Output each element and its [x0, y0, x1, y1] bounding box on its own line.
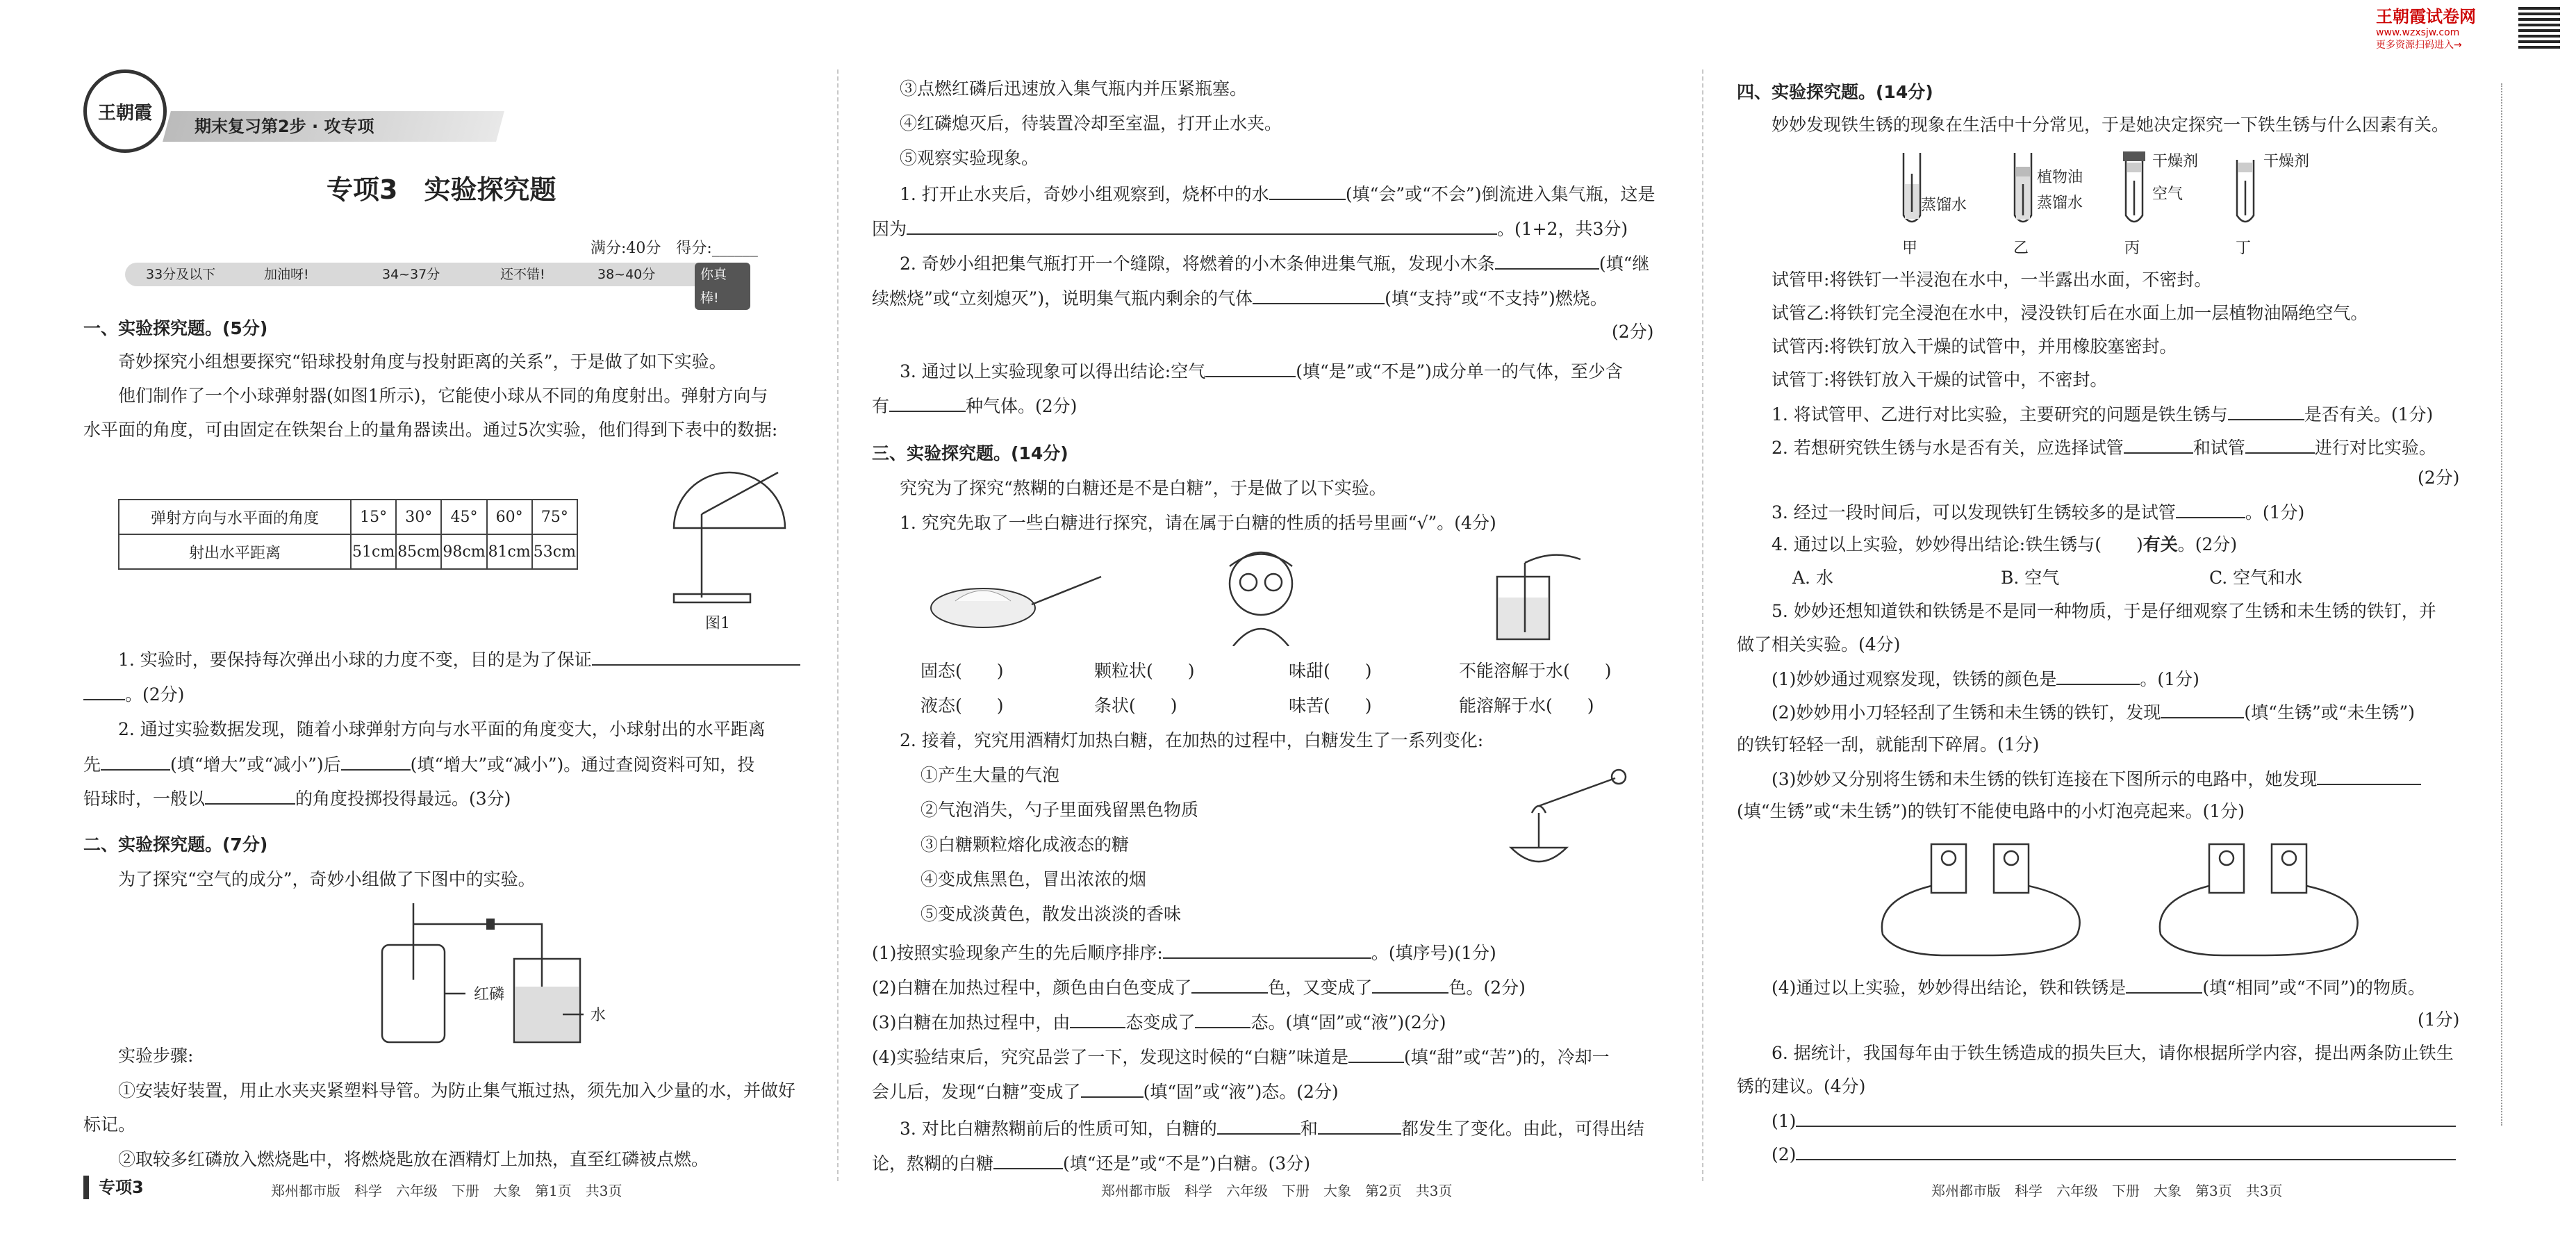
grade-2-comment: 还不错!: [500, 267, 545, 282]
steps-title: 实验步骤:: [118, 1046, 194, 1066]
answer-blank[interactable]: [1796, 1108, 2456, 1127]
answer-blank[interactable]: [1070, 1009, 1125, 1028]
c2-q1-b: [872, 215, 1628, 242]
q-text: (3)妙妙又分别将生锈和未生锈的铁钉连接在下图所示的电路中，她发现: [1772, 769, 2318, 789]
q-text: (填“相同”或“不同”)的物质。: [2202, 978, 2426, 998]
sub-3: [872, 1009, 1446, 1035]
q-text: 和: [1300, 1119, 1318, 1139]
grade-3: 38~40分: [597, 267, 656, 282]
q-text: 2. 若想研究铁生锈与水是否有关，应选择试管: [1772, 438, 2124, 458]
q1-text: 1. 实验时，要保持每次弹出小球的力度不变，目的是为了保证: [118, 650, 592, 670]
qr-code-icon: [2518, 7, 2560, 49]
q-text: (4)通过以上实验，妙妙得出结论，铁和铁锈是: [1772, 978, 2127, 998]
answer-blank[interactable]: [2228, 401, 2304, 420]
binding-line: [2501, 83, 2502, 1126]
c2-q2-a: [900, 250, 1649, 277]
q-text: 有: [872, 396, 890, 416]
label-distilled-water-2: 蒸馏水: [2037, 195, 2083, 212]
table-cell: 60°: [487, 500, 532, 534]
logo-text: 王朝霞: [97, 102, 152, 124]
q-text: (填“支持”或“不支持”)燃烧。: [1385, 288, 1608, 308]
sub-2: [872, 974, 1526, 1001]
q-text: 。(1分): [2245, 502, 2305, 522]
answer-blank[interactable]: [1163, 939, 1371, 959]
prop-sweet[interactable]: 味甜( ): [1289, 661, 1372, 681]
section-4-title: 四、实验探究题。(14分): [1737, 82, 1933, 102]
c3-q4: [1772, 532, 2237, 557]
q1-line-b[interactable]: [83, 681, 184, 707]
answer-blank[interactable]: [1348, 1044, 1404, 1063]
q-text: (填“继: [1599, 254, 1650, 274]
prop-soluble[interactable]: 能溶解于水( ): [1459, 695, 1594, 716]
label-plant-oil: 植物油: [2037, 169, 2083, 186]
change-1: ①产生大量的气泡: [920, 765, 1060, 785]
q-text: 是否有关。(1分): [2304, 404, 2434, 425]
q2-text: 先: [83, 755, 101, 775]
q2-text: 的角度投掷投得最远。(3分): [295, 789, 511, 809]
tube-desc-1: 试管甲:将铁钉一半浸泡在水中，一半露出水面，不密封。: [1772, 270, 2212, 290]
q-text: 4. 通过以上实验，妙妙得出结论:铁生锈与( ): [1772, 534, 2143, 554]
answer-blank[interactable]: [1269, 181, 1346, 200]
q2-line-c: [83, 785, 511, 812]
label-water: 水: [591, 1007, 606, 1024]
label-desiccant-1: 干燥剂: [2152, 153, 2199, 170]
c3-q5-3b: (填“生锈”或“未生锈”)的铁钉不能使电路中的小灯泡亮起来。(1分): [1737, 801, 2245, 821]
c2-q3-a: [900, 358, 1623, 384]
step-4: ④红磷熄灭后，待装置冷却至室温，打开止水夹。: [900, 113, 1282, 133]
page-divider: [837, 69, 839, 1181]
c3-q5-2b: 的铁钉轻轻一刮，就能刮下碎屑。(1分): [1737, 734, 2040, 755]
answer-blank[interactable]: [1495, 250, 1599, 270]
step-3: ③点燃红磷后迅速放入集气瓶内并压紧瓶塞。: [900, 79, 1248, 99]
grade-2: 34~37分: [382, 267, 440, 282]
grade-bar: [125, 263, 750, 306]
answer-blank[interactable]: [1318, 1115, 1401, 1135]
score-line: 满分:40分 得分:______: [591, 240, 758, 257]
c2-q2-score: (2分): [1612, 322, 1654, 342]
table-cell: 98cm: [441, 534, 486, 569]
tube-label-jia: 甲: [1902, 240, 1918, 257]
circuit-figure-2: [2147, 830, 2376, 969]
tube-label-bing: 丙: [2124, 240, 2140, 257]
label-distilled-water: 蒸馏水: [1921, 197, 1967, 214]
answer-blank[interactable]: [2126, 974, 2202, 994]
answer-blank[interactable]: [1205, 358, 1296, 377]
brand-name: 王朝霞试卷网: [2376, 7, 2476, 26]
q2-line-b: [83, 751, 754, 777]
answer-blank[interactable]: [2056, 666, 2140, 685]
c3-q5-b: 做了相关实验。(4分): [1737, 634, 1901, 655]
burner-spoon-figure: [1497, 764, 1636, 875]
q-text: 会儿后，发现“白糖”变成了: [872, 1082, 1081, 1102]
c3-q2: [1772, 434, 2436, 461]
q-text: (2)妙妙用小刀轻轻刮了生锈和未生锈的铁钉，发现: [1772, 702, 2161, 723]
answer-blank[interactable]: [2161, 699, 2244, 718]
label-desiccant-2: 干燥剂: [2263, 153, 2310, 170]
q-text: 色，又变成了: [1268, 978, 1373, 998]
launcher-figure: [660, 459, 799, 611]
banner-text: 期末复习第2步 · 攻专项: [195, 117, 374, 136]
section-3-title: 三、实验探究题。(14分): [872, 443, 1068, 463]
sugar-spoon-figure: [927, 563, 1108, 639]
footer-page-2: 郑州都市版 科学 六年级 下册 大象 第2页 共3页: [1101, 1183, 1453, 1199]
q-text: 3. 经过一段时间后，可以发现铁钉生锈较多的是试管: [1772, 502, 2176, 522]
brand-url: www.wzxsjw.com: [2376, 27, 2460, 38]
q-text: 2. 奇妙小组把集气瓶打开一个缝隙，将燃着的小木条伸进集气瓶，发现小木条: [900, 254, 1495, 274]
footer-page-1: 郑州都市版 科学 六年级 下册 大象 第1页 共3页: [271, 1183, 622, 1199]
table-row-head: 射出水平距离: [119, 534, 351, 569]
prop-granular[interactable]: 颗粒状( ): [1094, 661, 1195, 681]
table-cell: 30°: [396, 500, 441, 534]
sec1-para1: 奇妙探究小组想要探究“铅球投射角度与投射距离的关系”，于是做了如下实验。: [118, 352, 727, 372]
c3-q5-a: 5. 妙妙还想知道铁和铁锈是不是同一种物质，于是仔细观察了生锈和未生锈的铁钉，并: [1772, 601, 2436, 621]
answer-blank[interactable]: [1195, 1009, 1250, 1028]
step-1a: ①安装好装置，用止水夹夹紧塑料导管。为防止集气瓶过热，须先加入少量的水，并做好: [118, 1080, 796, 1101]
answer-blank[interactable]: [101, 751, 170, 771]
tube-desc-3: 试管丙:将铁钉放入干燥的试管中，并用橡胶塞密封。: [1772, 336, 2177, 356]
answer-blank[interactable]: [889, 393, 966, 412]
q2-text: (填“增大”或“减小”)。通过查阅资料可知，投: [410, 755, 755, 775]
q-text: (1)妙妙通过观察发现，铁锈的颜色是: [1772, 669, 2057, 689]
page-3: [1737, 0, 2473, 1243]
section-2-title: 二、实验探究题。(7分): [83, 834, 268, 855]
q-text: 态变成了: [1125, 1012, 1196, 1032]
table-cell: 51cm: [351, 534, 396, 569]
table-cell: 81cm: [487, 534, 532, 569]
brand-tagline: 更多资源扫码进入→: [2376, 40, 2462, 51]
label-air: 空气: [2152, 186, 2183, 203]
answer-blank[interactable]: [2176, 499, 2245, 518]
page-divider: [1702, 69, 1703, 1181]
answer-blank[interactable]: [907, 215, 1497, 235]
change-2: ②气泡消失，勺子里面残留黑色物质: [920, 800, 1199, 820]
q-text: 种气体。(2分): [966, 396, 1078, 416]
circuit-figure-1: [1869, 830, 2098, 969]
q-text: (填“甜”或“苦”)的，冷却一: [1403, 1047, 1610, 1067]
answer-blank[interactable]: [2124, 434, 2193, 454]
sub-1: [872, 939, 1496, 966]
brand-header: [2376, 7, 2515, 51]
q-text: 3. 通过以上实验现象可以得出结论:空气: [900, 361, 1206, 381]
prop-bitter[interactable]: 味苦( ): [1289, 695, 1372, 716]
brand-logo: [83, 69, 167, 153]
c2-q2-b: [872, 285, 1608, 311]
q-text: (填“生锈”或“未生锈”): [2244, 702, 2416, 723]
page-2: [872, 0, 1671, 1243]
sec1-para2b: 水平面的角度，可由固定在铁架台上的量角器读出。通过5次实验，他们得到下表中的数据:: [83, 420, 778, 440]
q-text: (2)白糖在加热过程中，颜色由白色变成了: [872, 978, 1192, 998]
q-text: 态。(填“固”或“液”)(2分): [1250, 1012, 1446, 1032]
c3-q2-score: (2分): [2418, 468, 2460, 488]
q-text: 色。(2分): [1448, 978, 1526, 998]
answer-index: (2): [1772, 1144, 1797, 1164]
q2-text: (填“增大”或“减小”)后: [170, 755, 341, 775]
tube-desc-4: 试管丁:将铁钉放入干燥的试管中，不密封。: [1772, 370, 2108, 390]
q-text: 都发生了变化。由此，可得出结: [1401, 1119, 1644, 1139]
q-text: 进行对比实验。: [2314, 438, 2436, 458]
sub-4a: [872, 1044, 1610, 1070]
answer-blank[interactable]: [1372, 974, 1448, 994]
table-cell: 75°: [532, 500, 577, 534]
answer-blank[interactable]: [205, 785, 295, 805]
q-text: (填“固”或“液”)态。(2分): [1143, 1082, 1339, 1102]
figure-1-caption: 图1: [705, 615, 730, 632]
q-text: 。(填序号)(1分): [1371, 943, 1496, 963]
q-text: (填“还是”或“不是”)白糖。(3分): [1063, 1153, 1311, 1174]
option-b[interactable]: B. 空气: [2001, 568, 2060, 588]
sec3-q2: 2. 接着，究究用酒精灯加热白糖，在加热的过程中，白糖发生了一系列变化:: [900, 730, 1484, 750]
grade-1-comment: 加油呀!: [264, 267, 309, 282]
sub-4b: [872, 1078, 1339, 1105]
tube-desc-2: 试管乙:将铁钉完全浸泡在水中，浸没铁钉后在水面上加一层植物油隔绝空气。: [1772, 303, 2368, 323]
q-text: 和试管: [2193, 438, 2245, 458]
q-text: (4)实验结束后，究究品尝了一下，发现这时候的“白糖”味道是: [872, 1047, 1348, 1067]
air-experiment-figure: [333, 903, 625, 1049]
c3-q5-3a: [1772, 766, 2421, 792]
answer-blank[interactable]: [1081, 1078, 1143, 1098]
option-c[interactable]: C. 空气和水: [2209, 568, 2303, 588]
q3-compare-a: [900, 1115, 1644, 1142]
tube-label-ding: 丁: [2236, 240, 2252, 257]
table-row-head: 弹射方向与水平面的角度: [119, 500, 351, 534]
change-5: ⑤变成淡黄色，散发出淡淡的香味: [920, 904, 1182, 924]
change-3: ③白糖颗粒熔化成液态的糖: [920, 834, 1130, 855]
q3-compare-b: [872, 1150, 1310, 1176]
q-text: 。(1分): [2140, 669, 2199, 689]
answer-blank[interactable]: [592, 646, 800, 666]
page-title: 专项3 实验探究题: [327, 174, 556, 205]
tube-label-yi: 乙: [2013, 240, 2029, 257]
q-text: (3)白糖在加热过程中，由: [872, 1012, 1071, 1032]
page-1: [69, 0, 806, 1243]
c3-q6-a: 6. 据统计，我国每年由于铁生锈造成的损失巨大，请你根据所学内容，提出两条防止铁生: [1772, 1043, 2454, 1063]
answer-blank[interactable]: [83, 681, 125, 700]
c3-q3: [1772, 499, 2304, 525]
table-cell: 15°: [351, 500, 396, 534]
answer-blank[interactable]: [2317, 766, 2421, 785]
q1-line-a: [118, 646, 800, 673]
grade-3-comment: 你真棒!: [695, 263, 750, 310]
answer-index: (1): [1772, 1111, 1797, 1131]
c3-q5-4: [1772, 974, 2425, 1001]
grade-1: 33分及以下: [146, 267, 216, 282]
q2-text: 铅球时，一般以: [83, 789, 206, 809]
footer-tag-text: 专项3: [99, 1178, 144, 1197]
c3-q5-2a: [1772, 699, 2415, 725]
sec4-para1: 妙妙发现铁生锈的现象在生活中十分常见，于是她决定探究一下铁生锈与什么因素有关。: [1772, 115, 2450, 135]
data-table: [118, 499, 578, 570]
step-2: ②取较多红磷放入燃烧匙中，将燃烧匙放在酒精灯上加热，直至红磷被点燃。: [118, 1149, 709, 1169]
c3-q1: [1772, 401, 2433, 427]
prop-strip[interactable]: 条状( ): [1094, 695, 1178, 716]
answer-blank[interactable]: [1796, 1141, 2456, 1160]
q-text: (填“会”或“不会”)倒流进入集气瓶，这是: [1345, 184, 1656, 204]
step-5: ⑤观察实验现象。: [900, 148, 1039, 168]
sec1-para2a: 他们制作了一个小球弹射器(如图1所示)，它能使小球从不同的角度射出。弹射方向与: [118, 386, 768, 406]
c3-q5-1: [1772, 666, 2199, 692]
q-text: 因为: [872, 219, 907, 239]
c2-q3-b: [872, 393, 1077, 419]
step-1b: 标记。: [83, 1114, 136, 1135]
sec3-q1: 1. 究究先取了一些白糖进行探究，请在属于白糖的性质的括号里画“√”。(4分): [900, 513, 1496, 533]
prop-insoluble[interactable]: 不能溶解于水( ): [1459, 661, 1612, 681]
footer-tag: [83, 1176, 154, 1199]
q-text: (填“是”或“不是”)成分单一的气体，至少含: [1296, 361, 1623, 381]
sec2-para1: 为了探究“空气的成分”，奇妙小组做了下图中的实验。: [118, 869, 536, 889]
q2-line-a: 2. 通过实验数据发现，随着小球弹射方向与水平面的角度变大，小球射出的水平距离: [118, 719, 766, 739]
section-1-title: 一、实验探究题。(5分): [83, 318, 268, 338]
q-text: 续燃烧”或“立刻熄灭”)，说明集气瓶内剩余的气体: [872, 288, 1253, 308]
q-text: 1. 将试管甲、乙进行对比实验，主要研究的问题是铁生锈与: [1772, 404, 2228, 425]
q-text: 。(2分): [2177, 534, 2238, 554]
table-cell: 53cm: [532, 534, 577, 569]
beaker-stir-figure: [1483, 549, 1587, 646]
answer-blank[interactable]: [2245, 434, 2315, 454]
table-cell: 45°: [441, 500, 486, 534]
c3-q5-4-score: (1分): [2418, 1010, 2460, 1030]
table-cell: 85cm: [396, 534, 441, 569]
answer-blank[interactable]: [341, 751, 411, 771]
q-text: 。(1+2，共3分): [1497, 219, 1628, 239]
prop-solid[interactable]: 固态( ): [920, 661, 1004, 681]
footer-page-3: 郑州都市版 科学 六年级 下册 大象 第3页 共3页: [1931, 1183, 2283, 1199]
option-a[interactable]: A. 水: [1792, 568, 1833, 588]
q-text: (1)按照实验现象产生的先后顺序排序:: [872, 943, 1163, 963]
q-text: 1. 打开止水夹后，奇妙小组观察到，烧杯中的水: [900, 184, 1269, 204]
sec3-para1: 究究为了探究“熬糊的白糖还是不是白糖”，于是做了以下实验。: [900, 478, 1387, 498]
q-text-bold: 有关: [2142, 534, 2178, 554]
change-4: ④变成焦黑色，冒出浓浓的烟: [920, 869, 1147, 889]
c2-q1-a: [900, 181, 1655, 207]
answer-line-1: [1772, 1108, 2456, 1134]
answer-blank[interactable]: [1253, 285, 1385, 304]
prop-liquid[interactable]: 液态( ): [920, 695, 1004, 716]
answer-blank[interactable]: [1191, 974, 1268, 994]
answer-line-2: [1772, 1141, 2456, 1167]
answer-blank[interactable]: [1217, 1115, 1301, 1135]
q-text: 论，熬糊的白糖: [872, 1153, 994, 1174]
c3-q6-b: 锈的建议。(4分): [1737, 1076, 1866, 1096]
q1-score: 。(2分): [125, 684, 185, 705]
answer-blank[interactable]: [993, 1150, 1063, 1169]
boy-tasting-figure: [1205, 542, 1316, 646]
label-red-phosphorus: 红磷: [474, 986, 505, 1003]
q-text: 3. 对比白糖熬糊前后的性质可知，白糖的: [900, 1119, 1217, 1139]
